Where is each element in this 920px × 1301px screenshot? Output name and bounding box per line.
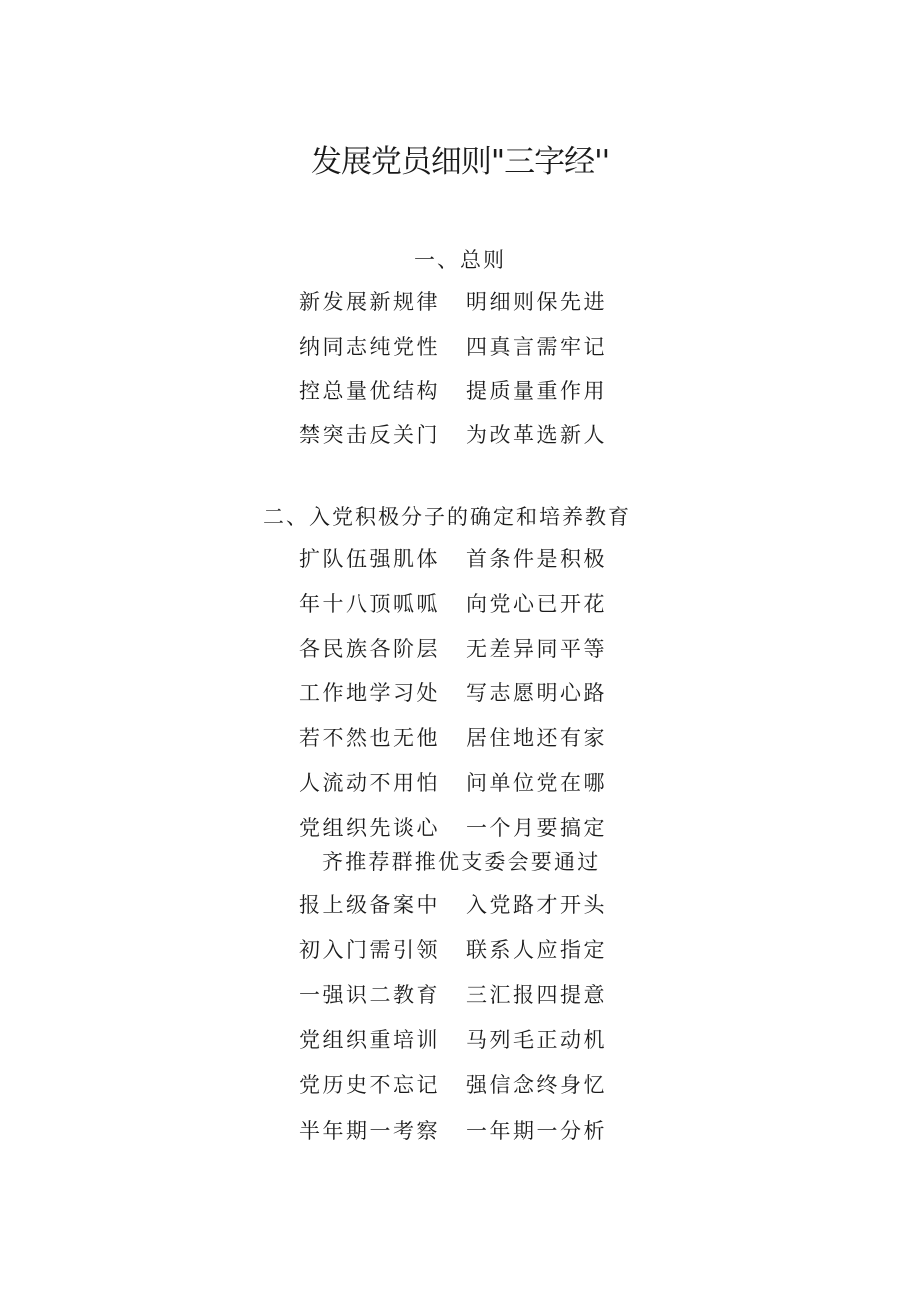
verse-right: 写志愿明心路 [466,681,607,705]
document-title: 发展党员细则"三字经'' [310,144,610,180]
verse-line [299,724,607,752]
verse-right: 居住地还有家 [466,726,607,750]
section-heading-activists: 二、入党积极分子的确定和培养教育 [263,505,631,529]
verse-line [299,814,607,842]
verse-line [299,679,607,707]
verse-line [299,545,607,573]
verse-left: 各民族各阶层 [299,637,440,661]
verse-right: 首条件是积极 [466,547,607,571]
verse-line [299,891,607,919]
verse-right: 为改革选新人 [466,423,607,447]
verse-left: 工作地学习处 [299,681,440,705]
verse-right: 无差异同平等 [466,637,607,661]
verse-right: 向党心已开花 [466,592,607,616]
verse-right: 一个月要搞定 [466,816,607,840]
verse-left: 报上级备案中 [299,893,440,917]
verse-line [299,936,607,964]
verse-right: 明细则保先进 [466,290,607,314]
verse-line [299,981,607,1009]
verse-left: 人流动不用怕 [299,771,440,795]
verse-right: 三汇报四提意 [466,983,607,1007]
verse-right: 马列毛正动机 [466,1028,607,1052]
verse-left: 党组织先谈心 [299,816,440,840]
verse-line [299,421,607,449]
verse-line [299,333,607,361]
verse-left: 纳同志纯党性 [299,335,440,359]
verse-right: 一年期一分析 [466,1119,607,1143]
verse-line [299,590,607,618]
verse-left: 控总量优结构 [299,379,440,403]
verse-right: 提质量重作用 [466,379,607,403]
verse-right: 四真言需牢记 [466,335,607,359]
verse-left: 半年期一考察 [299,1119,440,1143]
verse-left: 党历史不忘记 [299,1073,440,1097]
verse-line [299,635,607,663]
verse-left: 初入门需引领 [299,938,440,962]
verse-right: 问单位党在哪 [466,771,607,795]
verse-line [299,1026,607,1054]
verse-left: 禁突击反关门 [299,423,440,447]
section-heading-general: 一、总则 [414,248,506,272]
verse-right: 入党路才开头 [466,893,607,917]
verse-left: 党组织重培训 [299,1028,440,1052]
verse-line [299,377,607,405]
verse-left: 若不然也无他 [299,726,440,750]
verse-line [299,1117,607,1145]
verse-right: 强信念终身忆 [466,1073,607,1097]
verse-left: 扩队伍强肌体 [299,547,440,571]
verse-left: 新发展新规律 [299,290,440,314]
verse-left: 年十八顶呱呱 [299,592,440,616]
verse-left: 一强识二教育 [299,983,440,1007]
verse-line-single: 齐推荐群推优支委会要通过 [322,850,601,874]
verse-line [299,288,607,316]
verse-line [299,1071,607,1099]
verse-line [299,769,607,797]
verse-right: 联系人应指定 [466,938,607,962]
